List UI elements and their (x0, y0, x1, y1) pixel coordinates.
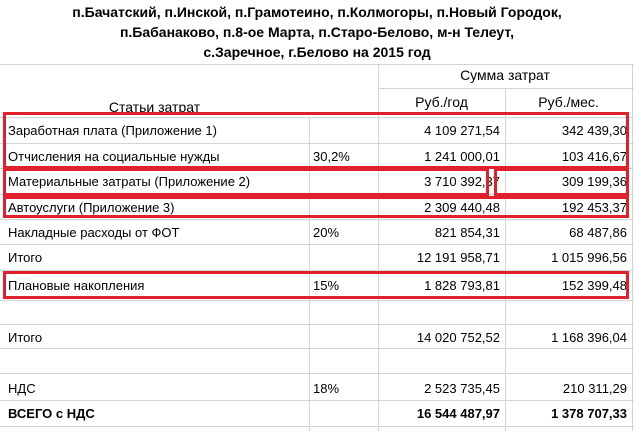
month-value: 192 453,37 (561, 200, 627, 215)
item-label: НДС (8, 381, 36, 396)
month-value: 1 168 396,04 (551, 330, 627, 345)
year-value: 4 109 271,54 (424, 123, 500, 138)
title-line-2: п.Бабанаково, п.8-ое Марта, п.Старо-Белово, м-н Телеут, (119, 24, 515, 40)
year-value: 2 309 440,48 (424, 200, 500, 215)
title-line-3: с.Заречное, г.Белово на 2015 год (203, 44, 431, 60)
year-value: 2 523 735,45 (424, 381, 500, 396)
highlight-box (3, 271, 629, 299)
year-value: 1 241 000,01 (424, 149, 500, 164)
highlight-box (3, 112, 629, 169)
percent-value: 30,2% (313, 149, 350, 164)
month-value: 210 311,29 (562, 381, 627, 396)
header-month: Руб./мес. (538, 94, 599, 110)
year-value: 821 854,31 (434, 225, 500, 240)
percent-value: 15% (313, 278, 340, 293)
year-value: 3 710 392,37 (424, 174, 500, 189)
header-sum-group: Сумма затрат (460, 67, 550, 83)
header-items: Статьи затрат (108, 99, 201, 115)
month-value: 309 199,36 (561, 174, 627, 189)
year-value: 1 828 793,81 (424, 278, 500, 293)
highlight-box (3, 168, 489, 196)
item-label: Итого (8, 330, 43, 345)
item-label: Итого (8, 250, 43, 265)
highlight-box (494, 168, 629, 196)
item-label: Накладные расходы от ФОТ (8, 225, 180, 240)
title-line-1: п.Бачатский, п.Инской, п.Грамотеино, п.Колмогоры, п.Новый Городок, (72, 4, 562, 20)
month-value: 342 439,30 (561, 123, 627, 138)
highlight-box (3, 196, 629, 218)
item-label: Материальные затраты (Приложение 2) (8, 174, 251, 189)
year-value: 16 544 487,97 (416, 406, 500, 421)
item-label: ВСЕГО с НДС (8, 406, 95, 421)
header-year: Руб./год (415, 94, 468, 110)
month-value: 103 416,67 (561, 149, 627, 164)
percent-value: 20% (313, 225, 340, 240)
month-value: 1 015 996,56 (551, 250, 627, 265)
month-value: 68 487,86 (569, 225, 627, 240)
percent-value: 18% (313, 381, 340, 396)
item-label: Заработная плата (Приложение 1) (8, 123, 217, 138)
item-label: Отчисления на социальные нужды (8, 149, 220, 164)
item-label: Плановые накопления (8, 278, 145, 293)
month-value: 152 399,48 (561, 278, 627, 293)
item-label: Автоуслуги (Приложение 3) (8, 200, 175, 215)
year-value: 14 020 752,52 (416, 330, 500, 345)
month-value: 1 378 707,33 (551, 406, 627, 421)
year-value: 12 191 958,71 (416, 250, 500, 265)
